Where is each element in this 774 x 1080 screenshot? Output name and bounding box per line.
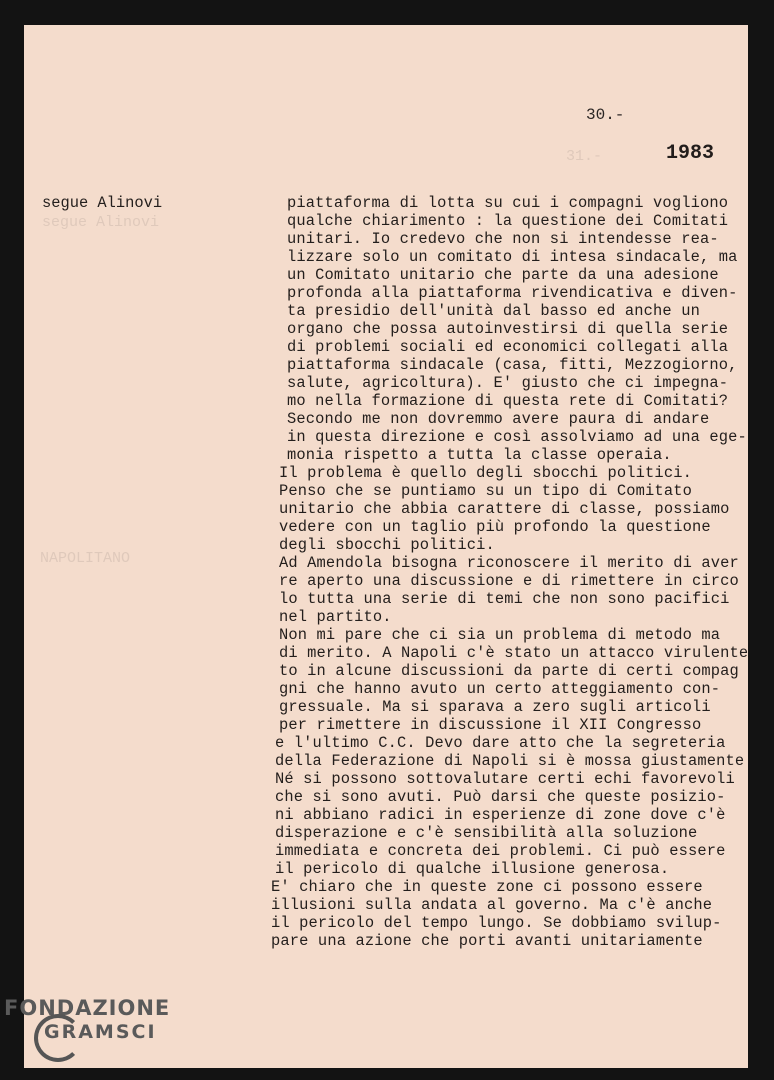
text-line: immediata e concreta dei problemi. Ci può essere [275, 842, 726, 860]
text-line: organo che possa autoinvestirsi di quella serie [287, 320, 729, 338]
text-line: vedere con un taglio più profondo la questione [279, 518, 711, 536]
text-line: di problemi sociali ed economici collegati alla [287, 338, 729, 356]
text-line: salute, agricoltura). E' giusto che ci impegna- [287, 374, 729, 392]
text-line: e l'ultimo C.C. Devo dare atto che la segreteria [275, 734, 726, 752]
text-line: monia rispetto a tutta la classe operaia. [287, 446, 672, 464]
text-line: degli sbocchi politici. [279, 536, 495, 554]
text-line: lizzare solo un comitato di intesa sindacale, ma [287, 248, 738, 266]
text-line: Non mi pare che ci sia un problema di metodo ma [279, 626, 721, 644]
text-line: Penso che se puntiamo su un tipo di Comitato [279, 482, 692, 500]
text-line: un Comitato unitario che parte da una adesione [287, 266, 719, 284]
text-line: Ad Amendola bisogna riconoscere il merito di aver [279, 554, 739, 572]
watermark-line2: GRAMSCI [44, 1021, 157, 1043]
text-line: Il problema è quello degli sbocchi politici. [279, 464, 692, 482]
text-line: che si sono avuti. Può darsi che queste posizio- [275, 788, 726, 806]
page-number: 30.- [586, 106, 625, 124]
text-line: E' chiaro che in queste zone ci possono essere [271, 878, 703, 896]
text-line: piattaforma di lotta su cui i compagni vogliono [287, 194, 729, 212]
text-line: Secondo me non dovremmo avere paura di andare [287, 410, 710, 428]
text-line: Né si possono sottovalutare certi echi favorevoli [275, 770, 735, 788]
text-line: per rimettere in discussione il XII Congresso [279, 716, 702, 734]
text-line: unitario che abbia carattere di classe, possiamo [279, 500, 730, 518]
speaker-label: segue Alinovi [42, 194, 163, 212]
text-line: gni che hanno avuto un certo atteggiamento con- [279, 680, 721, 698]
text-line: di merito. A Napoli c'è stato un attacco virulente [279, 644, 749, 662]
text-line: piattaforma sindacale (casa, fitti, Mezzogiorno, [287, 356, 738, 374]
bleed-through-text: 31.- [566, 148, 603, 165]
text-line: profonda alla piattaforma rivendicativa e diven- [287, 284, 738, 302]
text-line: re aperto una discussione e di rimettere in circo [279, 572, 739, 590]
text-line: pare una azione che porti avanti unitariamente [271, 932, 703, 950]
text-line: ta presidio dell'unità dal basso ed anche un [287, 302, 700, 320]
text-line: to in alcune discussioni da parte di certi compag [279, 662, 739, 680]
year-stamp: 1983 [666, 142, 715, 165]
text-line: ni abbiano radici in esperienze di zone dove c'è [275, 806, 726, 824]
text-line: nel partito. [279, 608, 392, 626]
text-line: mo nella formazione di questa rete di Comitati? [287, 392, 729, 410]
text-line: il pericolo di qualche illusione generosa. [275, 860, 670, 878]
text-line: in questa direzione e così assolviamo ad una ege- [287, 428, 747, 446]
text-line: disperazione e c'è sensibilità alla soluzione [275, 824, 698, 842]
bleed-through-text: segue Alinovi [42, 214, 160, 231]
bleed-through-text: NAPOLITANO [40, 550, 131, 567]
text-line: il pericolo del tempo lungo. Se dobbiamo svilup- [271, 914, 722, 932]
text-line: gressuale. Ma si sparava a zero sugli articoli [279, 698, 711, 716]
text-line: della Federazione di Napoli si è mossa giustamente [275, 752, 745, 770]
text-line: lo tutta una serie di temi che non sono pacifici [279, 590, 730, 608]
document-body [0, 190, 774, 970]
text-line: qualche chiarimento : la questione dei Comitati [287, 212, 729, 230]
watermark-line1: FONDAZIONE [4, 996, 171, 1020]
text-line: unitari. Io credevo che non si intendesse rea- [287, 230, 719, 248]
text-line: illusioni sulla andata al governo. Ma c'è anche [271, 896, 713, 914]
archive-watermark [4, 996, 171, 1043]
